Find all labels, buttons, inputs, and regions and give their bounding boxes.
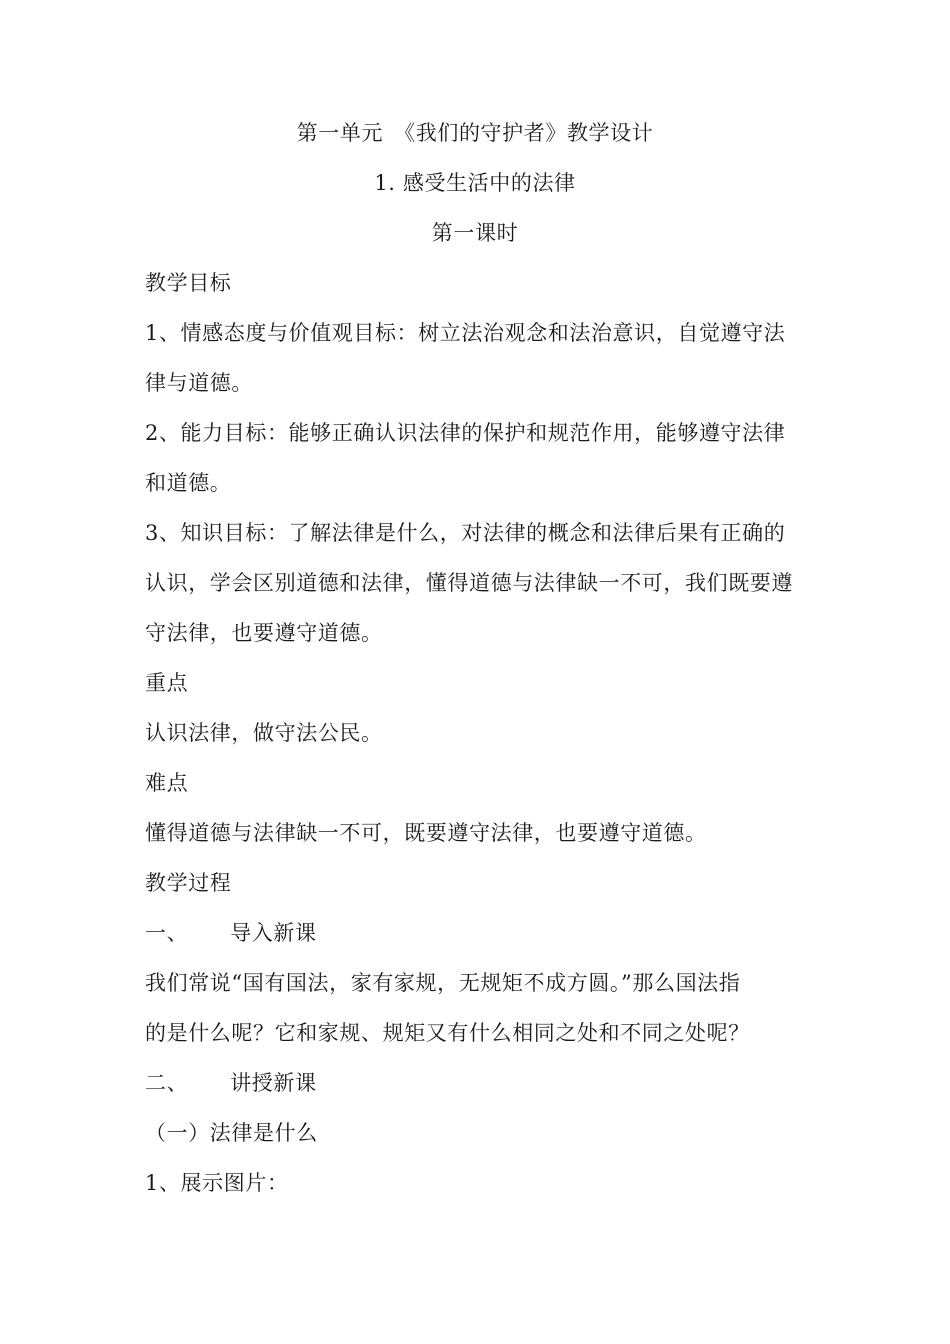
objective-1-line-1: 1、情感态度与价值观目标：树立法治观念和法治意识，自觉遵守法 [145,321,786,345]
unit-title: 第一单元 《我们的守护者》教学设计 [296,121,654,145]
step-2-heading [145,1070,825,1096]
intro-line-1: 我们常说“国有国法，家有家规，无规矩不成方圆。”那么国法指 [145,971,741,995]
key-point-heading: 重点 [145,671,189,695]
intro-line-2: 的是什么呢？它和家规、规矩又有什么相同之处和不同之处呢？ [145,1021,750,1045]
step-1-title: 导入新课 [230,921,317,945]
objective-3-line-2: 认识，学会区别道德和法律，懂得道德与法律缺一不可，我们既要遵 [145,571,793,595]
objectives-heading: 教学目标 [145,271,232,295]
process-heading: 教学过程 [145,871,232,895]
step-1-heading [145,920,825,946]
key-point-text: 认识法律，做守法公民。 [145,721,383,745]
step-1-number: 一、 [145,921,189,945]
difficulty-text: 懂得道德与法律缺一不可，既要遵守法律，也要遵守道德。 [145,821,707,845]
step-2-number: 二、 [145,1071,189,1095]
step-2-title: 讲授新课 [230,1071,317,1095]
objective-3-line-3: 守法律，也要遵守道德。 [145,621,383,645]
objective-1-line-2: 律与道德。 [145,371,253,395]
objective-2-line-2: 和道德。 [145,471,232,495]
objective-2-line-1: 2、能力目标：能够正确认识法律的保护和规范作用，能够遵守法律 [145,421,786,445]
objective-3-line-1: 3、知识目标：了解法律是什么，对法律的概念和法律后果有正确的 [145,521,786,545]
subsection-1-item-1: 1、展示图片： [145,1171,289,1195]
difficulty-heading: 难点 [145,771,189,795]
subsection-1: （一）法律是什么 [145,1121,318,1145]
period-title: 第一课时 [431,221,519,245]
lesson-title: 1. 感受生活中的法律 [374,171,576,195]
